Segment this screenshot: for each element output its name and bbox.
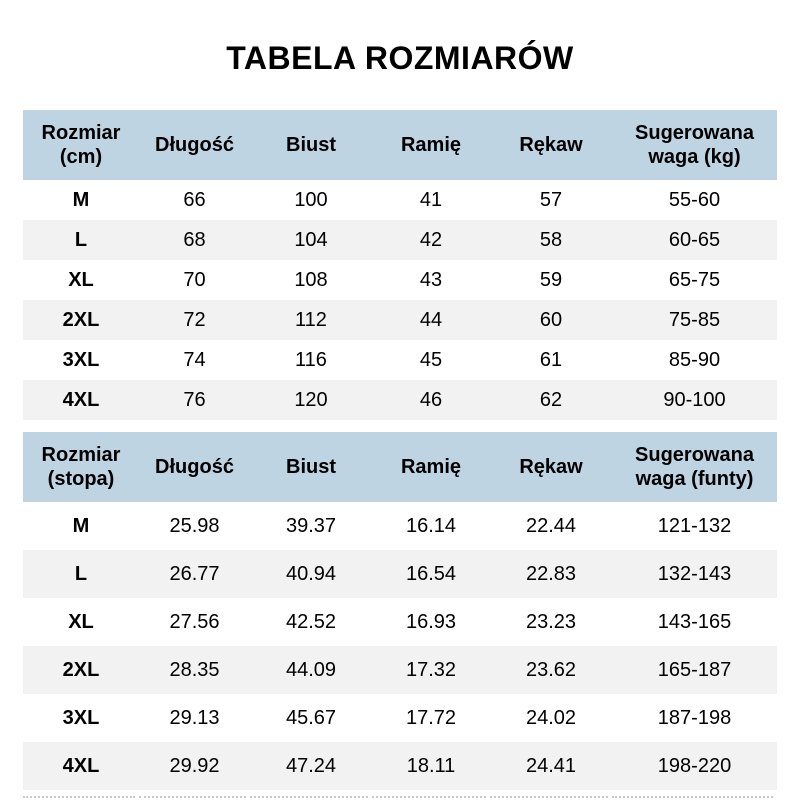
value-cell: 24.41 (525, 754, 577, 777)
cell-border-segment (23, 794, 135, 798)
value-cell: 75-85 (668, 308, 721, 331)
value-cell: 29.92 (169, 754, 220, 777)
value-cell: 42 (419, 228, 443, 251)
size-cell: XL (68, 610, 94, 633)
size-cell: 4XL (62, 388, 100, 411)
value-cell: 116 (295, 348, 327, 371)
value-cell: 44 (419, 308, 443, 331)
col-header-rozmiar-cm: Rozmiar (cm) (23, 110, 139, 180)
cell-border-segment (139, 794, 246, 798)
value-cell: 74 (183, 348, 206, 371)
value-cell: 100 (294, 188, 328, 211)
cell-border-segment (612, 794, 773, 798)
cutoff-row-borders (23, 794, 777, 798)
value-cell: 22.44 (525, 514, 577, 537)
value-cell: 41 (419, 188, 443, 211)
value-cell: 112 (295, 308, 327, 331)
col-header-rekaw: Rękaw (490, 432, 612, 502)
table-row-3xl (23, 694, 777, 742)
value-cell: 26.77 (169, 562, 220, 585)
col-header-biust: Biust (250, 432, 372, 502)
value-cell: 68 (183, 228, 206, 251)
value-cell: 70 (183, 268, 206, 291)
table-row-3xl (23, 340, 777, 380)
value-cell: 45 (419, 348, 443, 371)
size-cell: M (72, 188, 90, 211)
cell-border-segment (490, 794, 608, 798)
value-cell: 120 (294, 388, 328, 411)
value-cell: 61 (539, 348, 563, 371)
value-cell: 132-143 (657, 562, 732, 585)
table-row-4xl (23, 380, 777, 420)
table-row-xl (23, 260, 777, 300)
table-row-2xl (23, 646, 777, 694)
size-cell: L (74, 562, 88, 585)
cell-border-segment (250, 794, 368, 798)
value-cell: 16.14 (405, 514, 457, 537)
value-cell: 65-75 (668, 268, 721, 291)
size-cell: 3XL (62, 706, 100, 729)
value-cell: 47.24 (285, 754, 337, 777)
value-cell: 22.83 (525, 562, 577, 585)
value-cell: 44.09 (285, 658, 337, 681)
value-cell: 45.67 (285, 706, 337, 729)
cell-border-segment (372, 794, 486, 798)
col-header-rozmiar-stopa: Rozmiar (stopa) (23, 432, 139, 502)
value-cell: 143-165 (657, 610, 732, 633)
size-cell: 2XL (62, 658, 100, 681)
value-cell: 72 (183, 308, 206, 331)
page-title: TABELA ROZMIARÓW (226, 40, 574, 76)
value-cell: 76 (183, 388, 206, 411)
value-cell: 40.94 (285, 562, 337, 585)
col-header-waga-kg: Sugerowana waga (kg) (612, 110, 777, 180)
col-header-rekaw: Rękaw (490, 110, 612, 180)
value-cell: 108 (294, 268, 328, 291)
value-cell: 46 (419, 388, 443, 411)
value-cell: 90-100 (663, 388, 726, 411)
table-row-l (23, 220, 777, 260)
table-row-4xl (23, 742, 777, 790)
value-cell: 55-60 (668, 188, 721, 211)
table-row-m (23, 502, 777, 550)
size-cell: 2XL (62, 308, 100, 331)
col-header-dlugosc: Długość (139, 432, 250, 502)
size-cell: XL (68, 268, 94, 291)
size-cell: 3XL (62, 348, 100, 371)
value-cell: 62 (539, 388, 563, 411)
value-cell: 16.93 (405, 610, 457, 633)
value-cell: 43 (419, 268, 443, 291)
value-cell: 29.13 (169, 706, 220, 729)
value-cell: 60 (539, 308, 563, 331)
value-cell: 39.37 (285, 514, 337, 537)
size-cell: M (72, 514, 90, 537)
value-cell: 28.35 (169, 658, 220, 681)
value-cell: 104 (294, 228, 328, 251)
value-cell: 187-198 (657, 706, 732, 729)
value-cell: 23.23 (525, 610, 577, 633)
header-row-cm (23, 110, 777, 180)
value-cell: 198-220 (657, 754, 732, 777)
col-header-waga-funty: Sugerowana waga (funty) (612, 432, 777, 502)
value-cell: 17.32 (405, 658, 457, 681)
col-header-dlugosc: Długość (139, 110, 250, 180)
value-cell: 58 (539, 228, 563, 251)
value-cell: 121-132 (657, 514, 732, 537)
size-cell: 4XL (62, 754, 100, 777)
header-row-inch (23, 432, 777, 502)
value-cell: 27.56 (169, 610, 220, 633)
table-row-m (23, 180, 777, 220)
value-cell: 59 (539, 268, 563, 291)
value-cell: 42.52 (285, 610, 337, 633)
col-header-biust: Biust (250, 110, 372, 180)
value-cell: 57 (539, 188, 563, 211)
value-cell: 66 (183, 188, 206, 211)
table-row-xl (23, 598, 777, 646)
col-header-ramie: Ramię (372, 432, 490, 502)
value-cell: 25.98 (169, 514, 220, 537)
value-cell: 23.62 (525, 658, 577, 681)
table-row-l (23, 550, 777, 598)
value-cell: 17.72 (405, 706, 457, 729)
value-cell: 85-90 (668, 348, 721, 371)
size-cell: L (74, 228, 88, 251)
size-table-inch (23, 432, 777, 790)
table-row-2xl (23, 300, 777, 340)
value-cell: 165-187 (657, 658, 732, 681)
value-cell: 16.54 (405, 562, 457, 585)
value-cell: 24.02 (525, 706, 577, 729)
value-cell: 60-65 (668, 228, 721, 251)
size-table-cm (23, 110, 777, 420)
value-cell: 18.11 (406, 754, 456, 777)
col-header-ramie: Ramię (372, 110, 490, 180)
